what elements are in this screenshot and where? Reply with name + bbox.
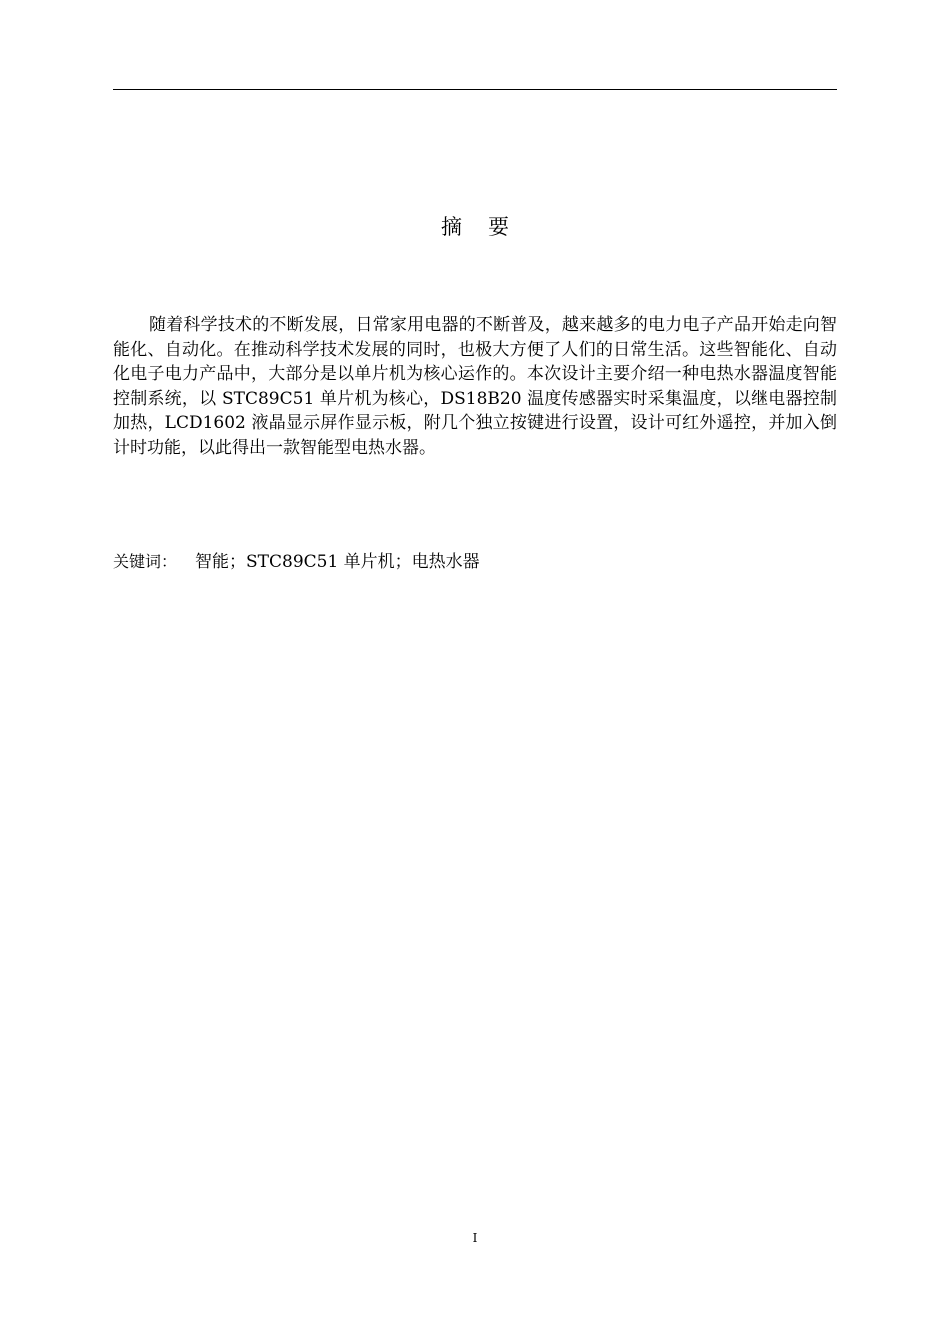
- abstract-title: 摘要: [441, 215, 535, 239]
- abstract-paragraph: 随着科学技术的不断发展，日常家用电器的不断普及，越来越多的电力电子产品开始走向智能化、自动化。在推动科学技术发展的同时，也极大方便了人们的日常生活。这些智能化、自动化电子电力产品中，大部分是以单片机为核心运作的。本次设计主要介绍一种电热水器温度智能控制系统，以 STC89C51 单片机为核心，DS18B20 温度传感器实时采集温度，以继电器控制加热，LCD1602 液晶显示屏作显示板，附几个独立按键进行设置，设计可红外遥控，并加入倒计时功能，以此得出一款智能型电热水器。: [113, 315, 837, 458]
- header-rule: [113, 89, 837, 90]
- keywords-line: [113, 550, 837, 574]
- page-number: I: [472, 1231, 478, 1245]
- keywords-text: 智能；STC89C51 单片机；电热水器: [195, 552, 480, 572]
- keywords-label: 关键词：: [113, 552, 178, 571]
